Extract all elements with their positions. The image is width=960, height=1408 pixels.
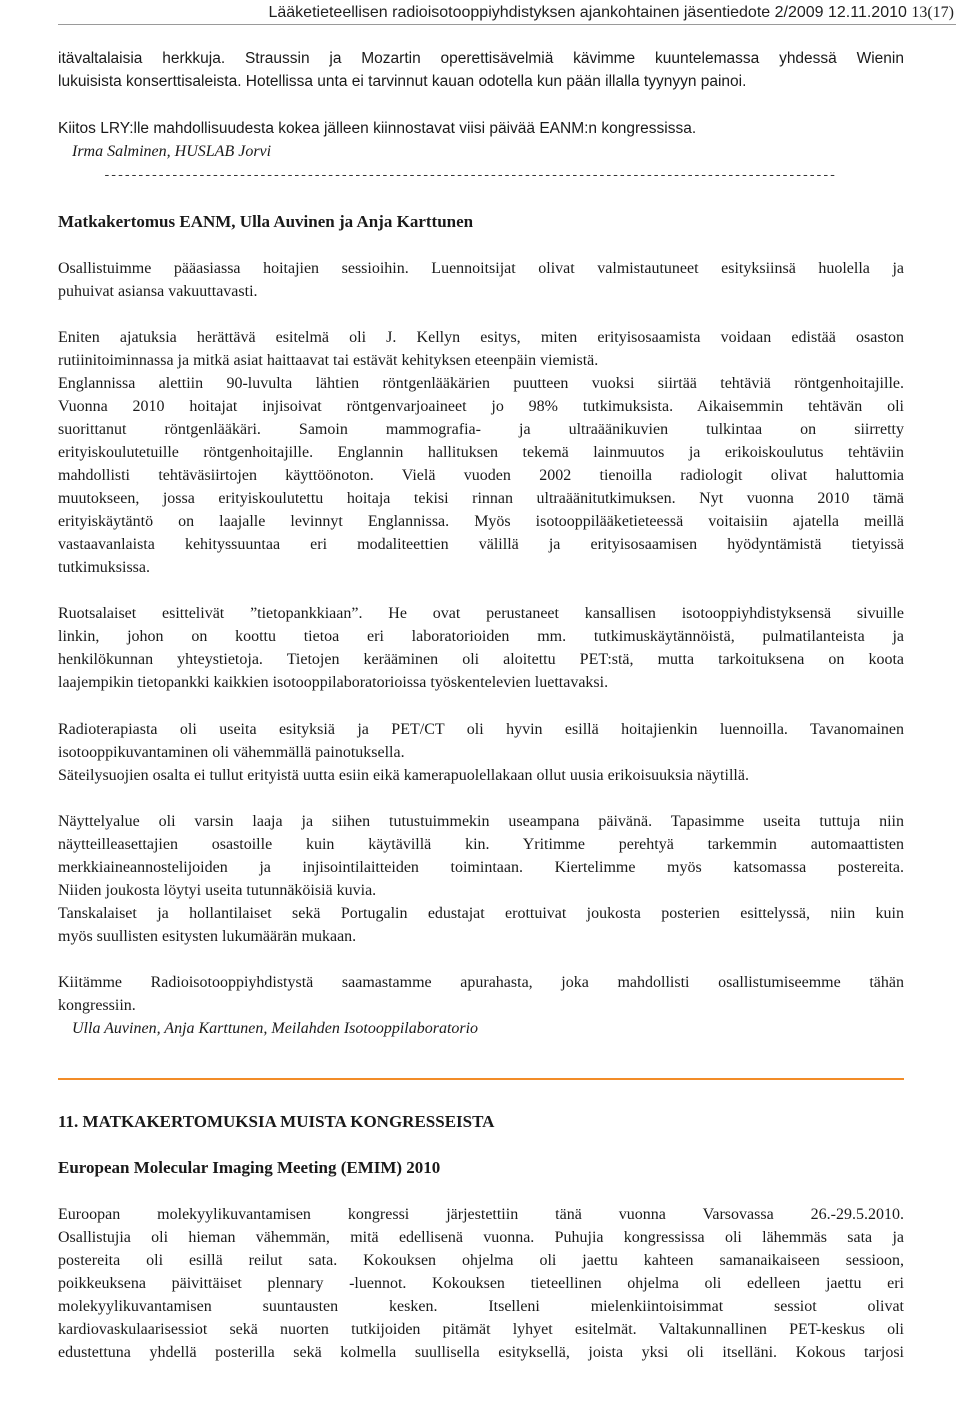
text-line: Euroopan molekyylikuvantamisen kongressi järjestettiin tänä vuonna Varsovassa 26.-29.5.2010. [58,1206,904,1223]
text-line: muutokseen, jossa erityiskoulutettu hoitaja tekisi rinnan ultraäänitutkimuksen. Nyt vuonna 2010 tämä [58,490,904,507]
text-line: kongressiin. [58,997,136,1014]
text-line: poikkeuksena päivittäiset plennary -luennot. Kokouksen tieteellinen ohjelma oli edelleen jaettu eri [58,1275,904,1292]
page-number: 13(17) [911,4,954,21]
text-line: erityiskäytäntö on laajalle levinnyt Englannissa. Myös isotooppilääketieteessä voitaisiin ajatella meillä [58,513,904,530]
separator-line: ------------------------------------------------------------------------------------------------------------ [103,168,836,183]
thanks-line: Kiitos LRY:lle mahdollisuudesta kokea jälleen kiinnostavat viisi päivää EANM:n kongressissa. [58,120,697,137]
text-line: Eniten ajatuksia herättävä esitelmä oli J. Kellyn esitys, miten erityisosaamista voidaan edistää osaston [58,329,904,346]
text-line: myös suullisten esitysten lukumäärän mukaan. [58,928,357,945]
text-line: lukuisista konserttisaleista. Hotellissa unta ei tarvinnut kauan odotella kun pään illalla tyynyyn painoi. [58,73,747,90]
previous-report-ending [58,47,904,140]
signature-ulla-anja: Ulla Auvinen, Anja Karttunen, Meilahden Isotooppilaboratorio [72,1020,479,1037]
text-line: näytteilleasettajien osastoille kuin käytävillä kin. Yritimme perehtyä tarkemmin automaattisten [58,836,904,853]
header-text [268,4,954,22]
report-paragraph-1 [58,257,904,303]
text-line: postereita oli esillä reilut sata. Kokouksen ohjelma oli jaettu kahteen samanaikaiseen sessioon, [58,1252,904,1269]
report-paragraph-5 [58,810,904,948]
text-line: vastaavanlaista kehityssuuntaa eri modaliteettien välillä ja erityisosaamisen hyödyntämistä tietyissä [58,536,904,553]
text-line: edustettuna yhdellä posterilla sekä kolmella suullisella esityksellä, joista yksi oli itselläni. Kokous tarjosi [58,1344,904,1361]
text-line: Englannissa alettiin 90-luvulta lähtien röntgenlääkärien puutteen vuoksi siirtää tehtäviä röntgenhoitajille. [58,375,904,392]
section-divider [58,1078,904,1080]
report-heading: Matkakertomus EANM, Ulla Auvinen ja Anja Karttunen [58,212,474,231]
text-line: itävaltalaisia herkkuja. Straussin ja Mozartin operettisävelmiä kävimme kuuntelemassa yhdessä Wienin [58,50,904,67]
text-line: Radioterapiasta oli useita esityksiä ja PET/CT oli hyvin esillä hoitajienkin luennoilla. Tavanomainen [58,721,904,738]
section-paragraph-1 [58,1203,904,1364]
text-line: Tanskalaiset ja hollantilaiset sekä Portugalin edustajat erottuivat joukosta posterien esittelyssä, niin kuin [58,905,904,922]
report-paragraph-2 [58,326,904,579]
text-line: tutkimuksissa. [58,559,151,576]
report-paragraph-6 [58,971,904,1017]
signature-irma: Irma Salminen, HUSLAB Jorvi [72,143,272,160]
text-line: kardiovaskulaarisessiot sekä nuorten tutkijoiden pitämät lyhyet esitelmät. Valtakunnallinen PET-keskus oli [58,1321,904,1338]
text-line: merkkiaineannostelijoiden ja injisointilaitteiden toimintaan. Kiertelimme myös katsomassa postereita. [58,859,904,876]
header-title: Lääketieteellisen radioisotooppiyhdistyksen ajankohtainen jäsentiedote 2/2009 12.11.2010 [268,4,907,21]
text-line: Näyttelyalue oli varsin laaja ja siihen tutustuimmekin useampana päivänä. Tapasimme useita tuttuja niin [58,813,904,830]
section-subheading: European Molecular Imaging Meeting (EMIM) 2010 [58,1158,441,1177]
text-line: linkin, johon on koottu tietoa eri laboratorioiden mm. tutkimuskäytännöistä, pulmatilanteista ja [58,628,904,645]
running-header [58,4,956,25]
text-line: molekyylikuvantamisen suuntausten kesken. Itselleni mielenkiintoisimmat sessiot olivat [58,1298,904,1315]
text-line: puhuivat asiansa vakuuttavasti. [58,283,258,300]
text-line: laajempikin tietopankki kaikkien isotooppilaboratorioissa työskentelevien luettavaksi. [58,674,609,691]
text-line: suorittanut röntgenlääkäri. Samoin mammografia- ja ultraäänikuvien tulkintaa on siirretty [58,421,904,438]
report-paragraph-3 [58,602,904,694]
text-line: Säteilysuojien osalta ei tullut erityistä uutta esiin eikä kamerapuolellakaan ollut uusia erikoisuuksia näytillä. [58,767,749,784]
text-line: Kiitämme Radioisotooppiyhdistystä saamastamme apurahasta, joka mahdollisti osallistumiseemme tähän [58,974,904,991]
text-line: rutiinitoiminnassa ja mitkä asiat haittaavat tai estävät kehityksen eteenpäin viemistä. [58,352,599,369]
text-line: mahdollisti tehtäväsiirtojen käyttöönoton. Vielä vuoden 2002 tienoilla radiologit olivat haluttomia [58,467,904,484]
text-line: erityiskoulutetuille röntgenhoitajille. Englannin hallituksen tekemä lainmuutos ja erikoiskoulutus tehtäviin [58,444,904,461]
section-heading: 11. MATKAKERTOMUKSIA MUISTA KONGRESSEISTA [58,1112,495,1131]
text-line: Osallistuimme pääasiassa hoitajien sessioihin. Luennoitsijat olivat valmistautuneet esityksiinsä huolella ja [58,260,904,277]
text-line: isotooppikuvantaminen oli vähemmällä painotuksella. [58,744,405,761]
text-line: Vuonna 2010 hoitajat injisoivat röntgenvarjoaineet jo 98% tutkimuksista. Aikaisemmin tehtävän oli [58,398,904,415]
text-line: Niiden joukosta löytyi useita tutunnäköisiä kuvia. [58,882,377,899]
text-line: Ruotsalaiset esittelivät ”tietopankkiaan”. He ovat perustaneet kansallisen isotooppiyhdistyksensä sivuille [58,605,904,622]
text-line: henkilökunnan yhteystietoja. Tietojen kerääminen oli aloitettu PET:stä, mutta tarkoituksena on koota [58,651,904,668]
report-paragraph-4 [58,718,904,787]
text-line: Osallistujia oli hieman vähemmän, mitä edellisenä vuonna. Puhujia kongressissa oli lähemmäs sata ja [58,1229,904,1246]
